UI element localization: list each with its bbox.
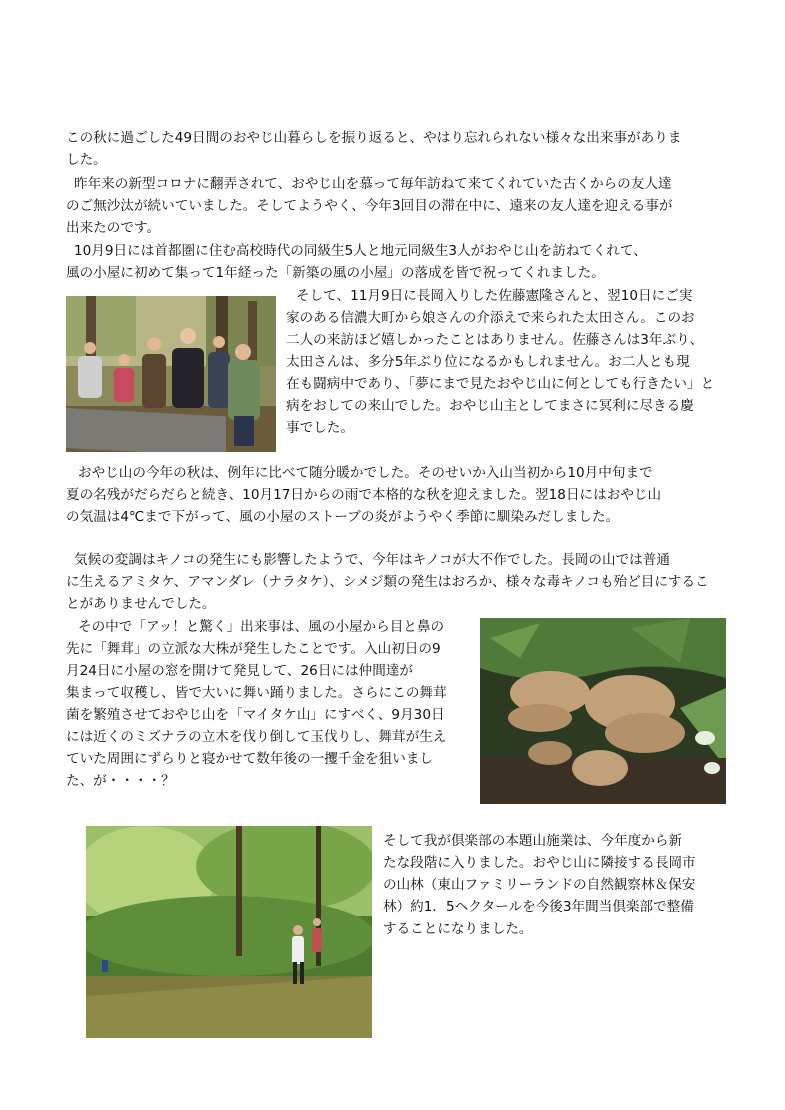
forest-work-photo xyxy=(86,826,372,1038)
paragraph-classmates: 10月9日には首都圏に住む高校時代の同級生5人と地元同級生3人がおやじ山を訪ねてくれて、 風の小屋に初めて集って1年経った「新築の風の小屋」の落成を皆で祝ってくれました。 xyxy=(66,243,647,281)
paragraph-corona: 昨年来の新型コロナに翻弄されて、おやじ山を慕って毎年訪ねて来てくれていた古くからの友人達 のご無沙汰が続いていました。そしてようやく、今年3回目の滞在中に、遠来の友人達を迎える事が 出来たのです。 xyxy=(66,176,673,236)
paragraph-intro: この秋に過ごした49日間のおやじ山暮らしを振り返ると、やはり忘れられない様々な出来事がありま した。 xyxy=(66,130,682,168)
paragraph-maitake: その中で「アッ！と驚く」出来事は、風の小屋から目と鼻の 先に「舞茸」の立派な大株が発生したことです。入山初日の9 月24日に小屋の窓を開けて発見して、26日には仲間達が 集まって収穫し、皆で大いに舞い踊りました。さらにこの舞茸 菌を繁殖させておやじ山を「マイタケ山」にすべく、9月30日 には近くのミズナラの立木を伐り倒して玉伐りし、舞茸が生え ていた周囲にずらりと寝かせて数年後の一攫千金を狙いまし た、が・・・・？ xyxy=(66,619,447,789)
paragraph-visitors: そして、11月9日に長岡入りした佐藤憲隆さんと、翌10日にご実 家のある信濃大町から娘さんの介添えで来られた太田さん。このお 二人の来訪ほど嬉しかったことはありません。佐藤さんは3年ぶり、 太田さんは、多分5年ぶり位になるかもしれません。お二人とも現 在も闘病中であり、「夢にまで見たおやじ山に何としても行きたい」と 病をおしての来山でした。おやじ山主としてまさに冥利に尽きる慶 事でした。 xyxy=(286,288,715,436)
paragraph-forestry: そして我が倶楽部の本題山施業は、今年度から新 たな段階に入りました。おやじ山に隣接する長岡市 の山林（東山ファミリーランドの自然観察林＆保安 林）約1．5ヘクタールを今後3年間当倶楽部で整備 することになりました。 xyxy=(383,833,696,937)
maitake-photo xyxy=(480,618,726,804)
group-photo xyxy=(66,296,276,452)
paragraph-mushrooms: 気候の変調はキノコの発生にも影響したようで、今年はキノコが大不作でした。長岡の山では普通 に生えるアミタケ、アマンダレ（ナラタケ）、シメジ類の発生はおろか、様々な毒キノコも殆ど目にするこ とがありませんでした。 xyxy=(66,552,709,612)
paragraph-weather: おやじ山の今年の秋は、例年に比べて随分暖かでした。そのせいか入山当初から10月中旬まで 夏の名残がだらだらと続き、10月17日からの雨で本格的な秋を迎えました。翌18日にはおやじ山 の気温は4℃まで下がって、風の小屋のストーブの炎がようやく季節に馴染みだしました。 xyxy=(66,465,662,525)
